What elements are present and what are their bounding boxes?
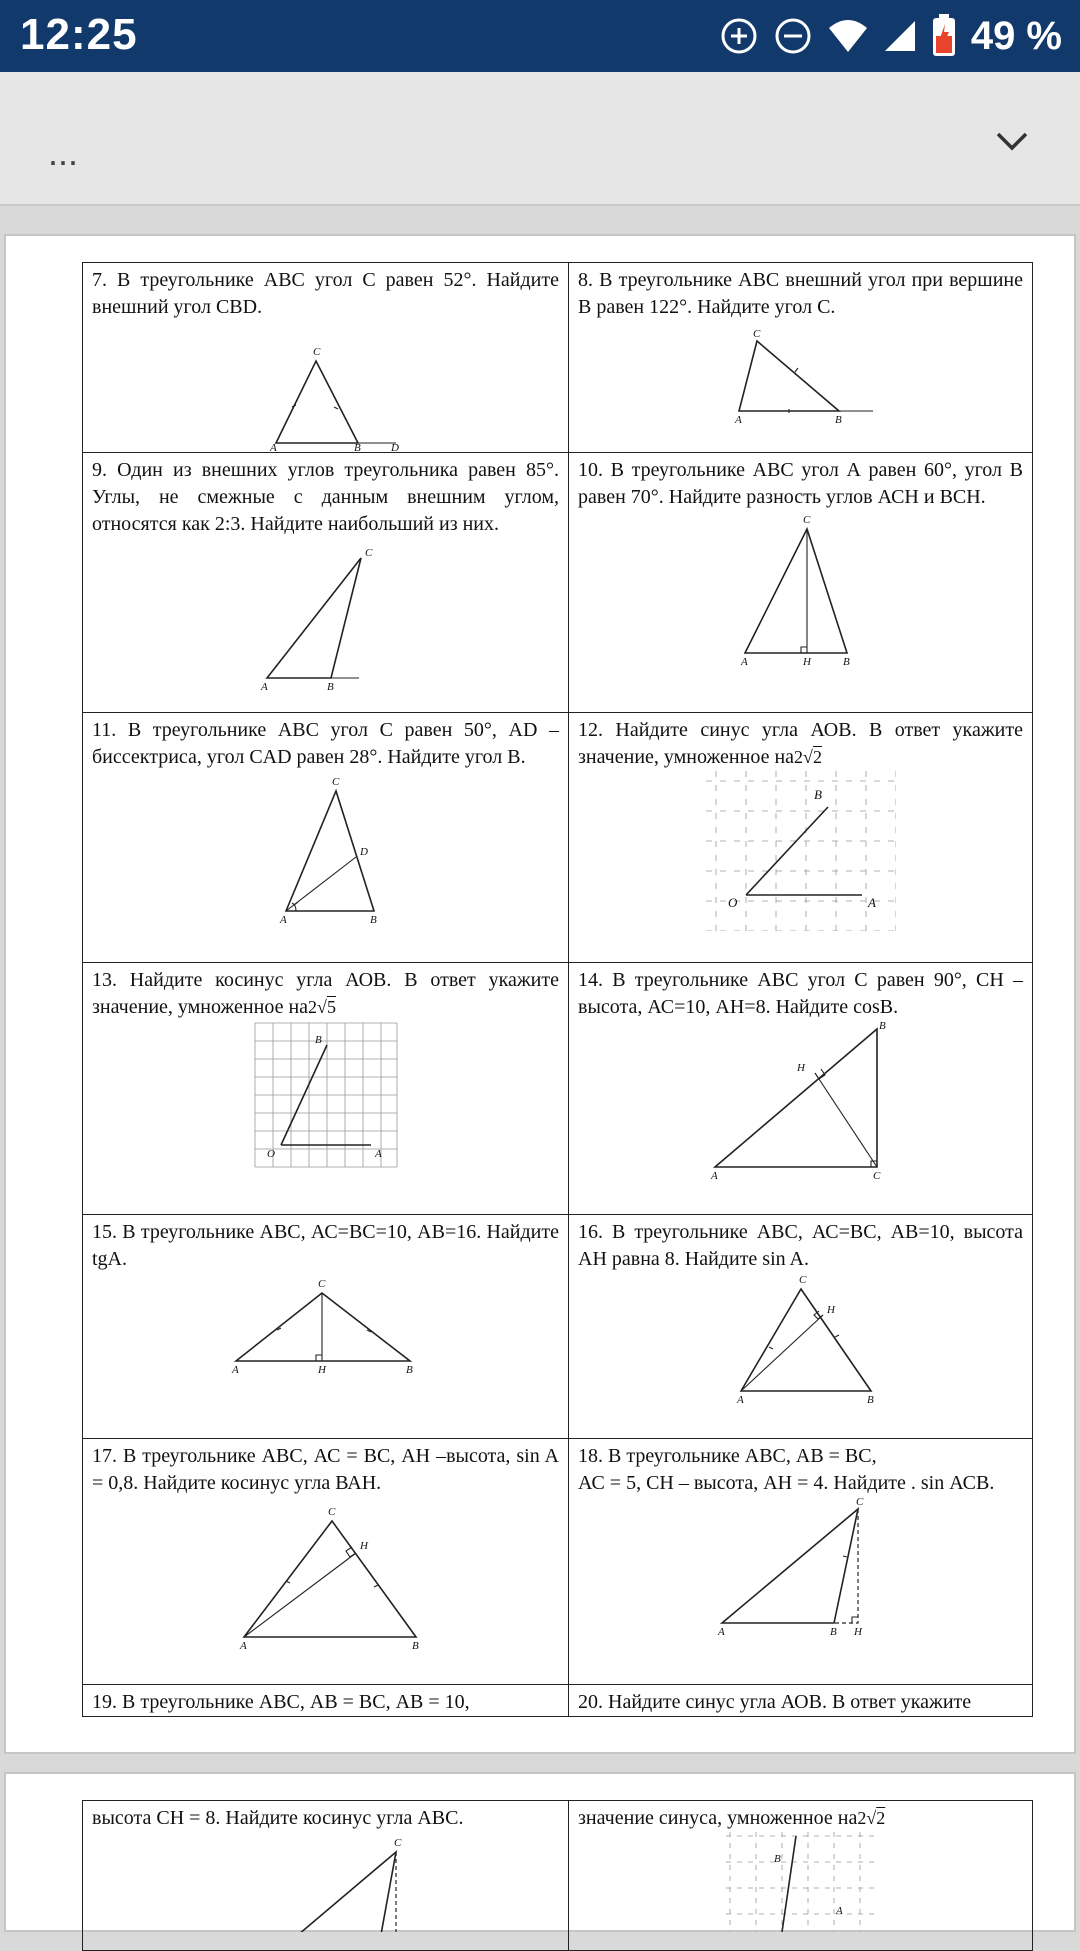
vertex-label-h: H [317,1364,326,1376]
figure-triangle-9 [231,538,421,698]
problem-10-text: 10. В треугольнике АВС угол А равен 60°, угол В равен 70°. Найдите разность углов АСН и ВСН. [578,459,1023,508]
vertex-label-a: A [718,1626,725,1637]
vertex-label-c: C [872,1170,880,1181]
problems-table [82,262,1033,1717]
cellular-signal-icon [883,19,917,53]
problem-18-text-line1: 18. В треугольнике АВС, АВ = ВС, [578,1445,877,1467]
status-bar [0,0,1080,72]
problem-14-text: 14. В треугольнике АВС угол С равен 90°, СН – высота, АС=10, АН=8. Найдите cosB. [578,969,1023,1018]
vertex-label-b: B [326,681,334,693]
point-label-a: A [867,895,876,910]
problem-18 [569,1439,1033,1685]
problem-9-text: 9. Один из внешних углов треугольника равен 85°. Углы, не смежные с данным внешним углом, относятся как 2:3. Найдите наибольший из них. [92,459,559,535]
problem-17-text: 17. В треугольнике АВС, АС = ВС, АН –высота, sin A = 0,8. Найдите косинус угла ВАН. [92,1445,559,1494]
problem-11 [83,713,569,963]
point-label-o: O [727,895,737,910]
problem-20-continued: значение синуса, умноженное на2√2 B A [569,1801,1033,1951]
problem-16-text: 16. В треугольнике АВС, АС=ВС, АВ=10, высота АН равна 8. Найдите sin A. [578,1221,1023,1270]
problems-table-continued [82,1800,1033,1951]
more-menu-button[interactable]: ... [48,132,79,173]
vertex-label-c: C [327,1506,335,1518]
vertex-label-b: B [353,442,361,451]
problem-12-multiplier: 2 [794,747,804,767]
point-label-a: A [835,1905,843,1917]
problem-20-text-cont: значение синуса, умноженное на [578,1807,858,1829]
vertex-label-c: C [856,1497,864,1508]
vertex-label-c: C [312,346,320,358]
document-page-1 [4,234,1076,1754]
problem-11-text: 11. В треугольнике АВС угол С равен 50°, AD – биссектриса, угол CAD равен 28°. Найдите угол В. [92,719,559,768]
problem-15-text: 15. В треугольнике АВС, АС=ВС=10, АВ=16. Найдите tgA. [92,1221,559,1270]
figure-grid-12 [706,771,896,931]
point-label-o: O [266,1148,275,1160]
vertex-label-a: A [710,1170,718,1181]
vertex-label-a: A [736,1394,744,1406]
vertex-label-a: A [260,681,268,693]
battery-icon [931,14,957,58]
problem-19-continued [83,1801,569,1951]
problem-15 [83,1215,569,1439]
wifi-icon [827,18,869,54]
problem-12: 12. Найдите синус угла АОВ. В ответ укажите значение, умноженное на2√2 B O A [569,713,1033,963]
vertex-label-a: A [734,414,742,426]
problem-13-text: 13. Найдите косинус угла АОВ. В ответ укажите значение, умноженное на [92,969,559,1018]
problem-19 [83,1685,569,1717]
vertex-label-h: H [802,656,811,668]
vertex-label-b: B [834,414,842,426]
problem-13: 13. Найдите косинус угла АОВ. В ответ укажите значение, умноженное на2√5 B O A [83,963,569,1215]
data-saver-icon [719,16,759,56]
vertex-label-h: H [826,1304,835,1316]
status-time: 12:25 [20,10,138,59]
chevron-down-icon[interactable] [992,120,1032,160]
problem-17 [83,1439,569,1685]
vertex-label-b: B [866,1394,874,1406]
figure-triangle-16 [711,1273,891,1413]
vertex-label-h: H [854,1626,862,1637]
problem-13-multiplier: 2 [308,997,318,1017]
vertex-label-c: C [331,776,339,788]
problem-9 [83,453,569,713]
problem-12-radicand: 2 [812,747,822,767]
problem-7-text: 7. В треугольнике АВС угол С равен 52°. Найдите внешний угол CBD. [92,269,559,318]
figure-triangle-7 [236,321,416,451]
figure-triangle-17 [216,1497,436,1657]
figure-grid-20 [726,1832,876,1932]
problem-20-text-start: 20. Найдите синус угла АОВ. В ответ укажите [578,1691,972,1713]
problem-12-text: 12. Найдите синус угла АОВ. В ответ укажите значение, умноженное на [578,719,1023,768]
point-label-a: A [374,1148,382,1160]
vertex-label-a: A [239,1640,247,1652]
battery-percent: 49 % [970,13,1062,58]
problem-13-radicand: 5 [326,997,336,1017]
figure-triangle-8 [711,321,891,431]
figure-grid-13 [253,1021,399,1169]
document-toolbar [0,72,1080,206]
problem-7 [83,263,569,453]
vertex-label-a: A [269,442,277,451]
problem-19-text-cont: высота СН = 8. Найдите косинус угла АВС. [92,1807,464,1829]
status-icons [719,12,1062,60]
problem-8 [569,263,1033,453]
point-label-b: B [813,787,822,802]
document-page-2 [4,1772,1076,1932]
do-not-disturb-icon [773,16,813,56]
vertex-label-c: C [393,1837,401,1849]
problem-20-radicand: 2 [876,1808,886,1828]
point-label-b: B [773,1853,781,1865]
vertex-label-c: C [317,1278,325,1290]
point-label-b: B [314,1034,322,1046]
vertex-label-h: H [796,1062,805,1074]
problem-19-text-start: 19. В треугольнике АВС, АВ = ВС, АВ = 10, [92,1691,470,1713]
vertex-label-b: B [830,1626,837,1637]
problem-10 [569,453,1033,713]
vertex-label-b: B [369,914,377,926]
vertex-label-b: B [878,1021,886,1032]
vertex-label-b: B [411,1640,419,1652]
problem-20-multiplier: 2 [857,1808,867,1828]
vertex-label-c: C [752,328,760,340]
figure-triangle-19 [226,1832,426,1932]
vertex-label-c: C [798,1274,806,1286]
figure-triangle-15 [216,1273,436,1383]
vertex-label-a: A [231,1364,239,1376]
problem-20 [569,1685,1033,1717]
vertex-label-d: D [390,442,399,451]
problem-14 [569,963,1033,1215]
vertex-label-c: C [364,547,372,559]
problem-16 [569,1215,1033,1439]
figure-triangle-18 [708,1497,888,1637]
vertex-label-d: D [359,846,368,858]
figure-triangle-14 [701,1021,901,1181]
vertex-label-a: A [279,914,287,926]
figure-triangle-10 [711,511,891,671]
problem-18-text-line2: АС = 5, СН – высота, АН = 4. Найдите . sin АСВ. [578,1472,995,1494]
problem-8-text: 8. В треугольнике АВС внешний угол при вершине В равен 122°. Найдите угол С. [578,269,1023,318]
figure-triangle-11 [236,771,416,931]
vertex-label-b: B [842,656,850,668]
vertex-label-b: B [405,1364,413,1376]
vertex-label-h: H [359,1540,368,1552]
vertex-label-c: C [802,514,810,526]
vertex-label-a: A [740,656,748,668]
